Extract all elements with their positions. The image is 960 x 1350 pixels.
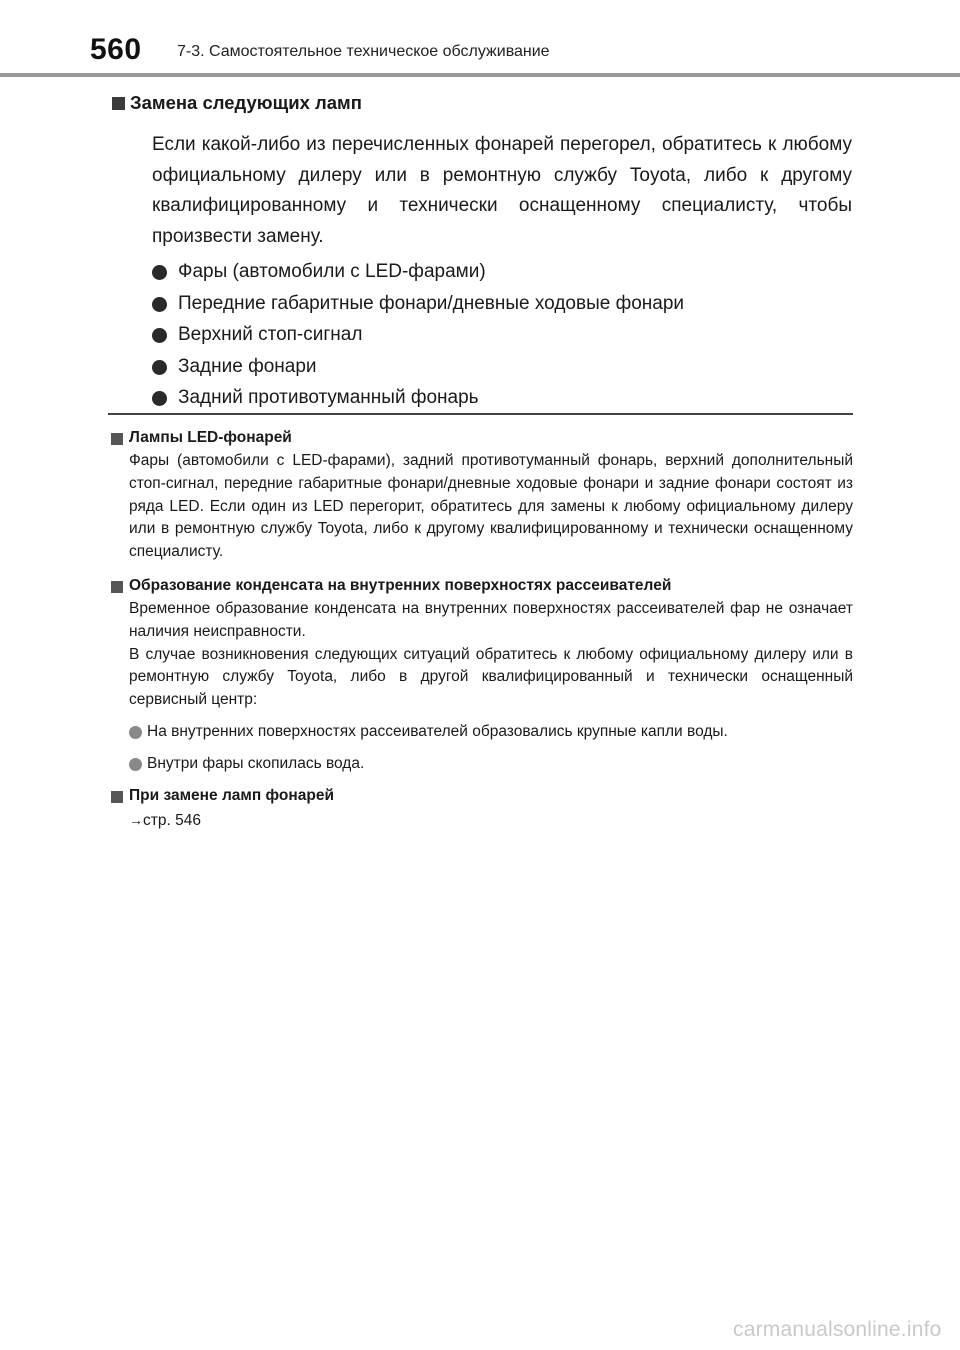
round-bullet-icon (152, 391, 167, 406)
list-item (152, 288, 852, 320)
note-heading-text: При замене ламп фонарей (129, 786, 334, 804)
list-item (152, 256, 852, 288)
section-heading (108, 90, 852, 116)
watermark: carmanualsonline.info (733, 1318, 942, 1341)
note-heading-text: Образование конденсата на внутренних поверхностях рассеивателей (129, 576, 672, 594)
list-item-text: Задний противотуманный фонарь (178, 387, 479, 408)
list-item (152, 382, 852, 414)
arrow-right-icon: → (129, 811, 143, 828)
list-item-text: Внутри фары скопилась вода. (147, 754, 365, 772)
main-section (108, 90, 852, 414)
page-reference-text: стр. 546 (143, 811, 201, 829)
lamp-list (152, 256, 852, 414)
note-heading-condensation (108, 574, 853, 598)
round-bullet-icon (152, 360, 167, 375)
paragraph-line: любому официальному дилеру или в ремонтную службу Toyota, либо (152, 134, 852, 186)
note-paragraph-condensation-1 (129, 598, 853, 644)
page-reference[interactable] (129, 808, 853, 833)
page-header (0, 0, 960, 80)
round-bullet-icon (129, 758, 142, 771)
round-bullet-icon (152, 297, 167, 312)
note-heading-text: Лампы LED-фонарей (129, 429, 292, 446)
round-bullet-icon (129, 726, 142, 739)
square-bullet-icon (112, 97, 125, 110)
list-item (129, 752, 853, 776)
paragraph-line: В случае возникновения следующих ситуаций обратитесь к любому (129, 645, 634, 663)
square-bullet-icon (111, 581, 123, 593)
note-heading-replace (108, 784, 853, 808)
list-item-text: Задние фонари (178, 355, 317, 377)
header-rule (0, 73, 960, 77)
list-item-text: Фары (автомобили с LED-фарами) (178, 261, 486, 282)
list-item (152, 351, 852, 383)
list-item (129, 720, 853, 744)
paragraph-line: Временное образование конденсата на внутренних поверхностях рассеивателей (129, 599, 725, 617)
page-number: 560 (90, 33, 142, 66)
list-item-text: Верхний стоп-сигнал (178, 324, 363, 345)
paragraph-line: к другому квалифицированному и технически оснащенному (152, 164, 853, 216)
section-title: 7-3. Самостоятельное техническое обслуживание (177, 43, 550, 60)
note-paragraph-condensation-2 (129, 644, 853, 712)
round-bullet-icon (152, 265, 167, 280)
intro-paragraph (152, 130, 852, 252)
paragraph-line: Фары (автомобили с LED-фарами), задний противотуманный фонарь, верхний (129, 452, 724, 469)
square-bullet-icon (111, 791, 123, 803)
note-paragraph-led (129, 450, 853, 564)
paragraph-line: специалисту. (129, 543, 224, 561)
note-heading-led (108, 426, 853, 450)
list-item (152, 319, 852, 351)
paragraph-line: фар не означает наличия неисправности. (129, 599, 853, 640)
paragraph-line: Если какой-либо из перечисленных фонарей перегорел, обратитесь к (152, 134, 777, 155)
paragraph-line: службу Toyota, либо к другому квалифицированному и технически оснащенному (260, 520, 853, 538)
section-divider (108, 413, 853, 415)
section-heading-text: Замена следующих ламп (130, 92, 362, 113)
list-item-text: Передние габаритные фонари/дневные ходовые фонари (178, 292, 685, 314)
paragraph-line: дополнительный стоп-сигнал, передние габаритные фонари/дневные ходовые (129, 452, 853, 492)
square-bullet-icon (111, 433, 123, 445)
paragraph-line: квалифицированный и технически оснащенный сервисный центр: (129, 668, 853, 709)
paragraph-line: обратитесь для замены к любому официальному дилеру или в ремонтную (129, 497, 853, 538)
list-item-text: На внутренних поверхностях рассеивателей образовались крупные капли воды. (147, 722, 728, 740)
round-bullet-icon (152, 328, 167, 343)
notes-section (108, 426, 853, 833)
paragraph-line: официальному дилеру или в ремонтную службу Toyota, либо в другой (129, 645, 853, 686)
paragraph-line: фонари и задние фонари состоят из ряда LED. Если один из LED перегорит, (129, 474, 853, 515)
paragraph-line: специалисту, чтобы произвести замену. (152, 195, 852, 247)
